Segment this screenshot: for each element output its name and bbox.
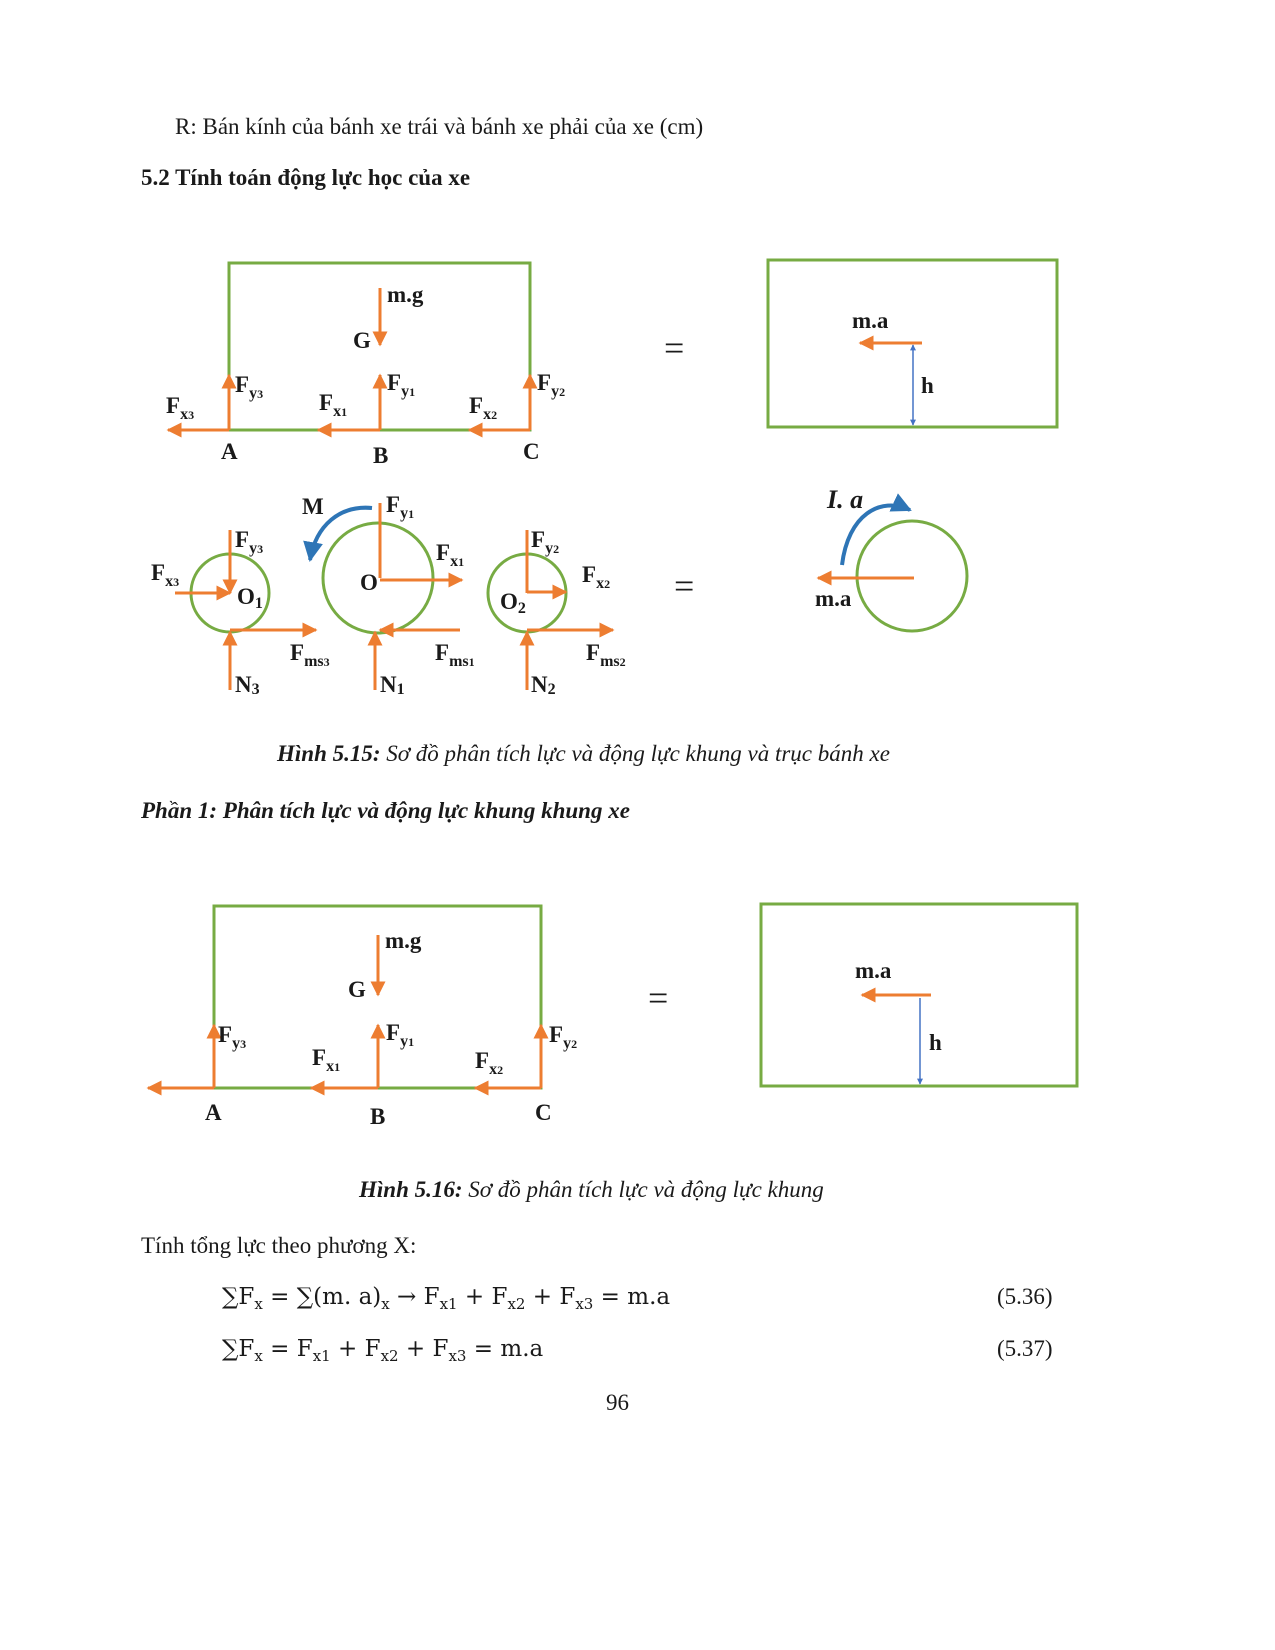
label-fy1: $F_y1$ bbox=[387, 370, 416, 400]
label-fx2: $F_x2$ bbox=[469, 393, 498, 423]
label-h: h bbox=[921, 373, 934, 398]
label-fy1-wheel: $F_y1$ bbox=[386, 492, 415, 522]
label-fms3: $F_{ms}3$ bbox=[290, 640, 330, 670]
label-n3: N3 bbox=[235, 672, 260, 698]
label-fy2: $F_y2$ bbox=[537, 370, 566, 400]
equals-sign-2: = bbox=[674, 566, 695, 606]
label-fy1-2: $F_y1$ bbox=[386, 1020, 415, 1050]
label-fy3: $F_y3$ bbox=[235, 372, 264, 402]
label-fx3: $F_x3$ bbox=[166, 393, 195, 423]
label-fms1: $F_{ms}1$ bbox=[435, 640, 475, 670]
equation-5-36: $\sum F_x = \sum(m$. $a)_x \to F_{x1} + F_{x2} + F_{x3} = m.a$ bbox=[222, 1284, 671, 1313]
equation-5-37: $\sum F_x = F_{x1} + F_{x2} + F_{x3} = m.a$ bbox=[222, 1336, 544, 1365]
label-A-2: A bbox=[205, 1100, 222, 1125]
equation-number-5-36: (5.36) bbox=[997, 1284, 1053, 1309]
label-fy3-wheel: $F_y3$ bbox=[235, 527, 264, 557]
label-n1: N1 bbox=[380, 672, 405, 698]
label-B: B bbox=[373, 443, 389, 468]
label-C-2: C bbox=[535, 1100, 552, 1125]
label-Ia: I. a bbox=[827, 485, 864, 514]
label-B-2: B bbox=[370, 1104, 386, 1129]
label-fy2-2: $F_y2$ bbox=[549, 1022, 578, 1052]
label-G: G bbox=[353, 328, 371, 353]
label-ma-2: m.a bbox=[855, 958, 892, 983]
label-fy2-wheel: $F_y2$ bbox=[531, 527, 560, 557]
label-G-2: G bbox=[348, 977, 366, 1002]
label-fx1: $F_x1$ bbox=[319, 390, 348, 420]
equals-sign-1: = bbox=[664, 328, 685, 368]
label-O2: O2 bbox=[500, 589, 526, 617]
figure-5-15-caption: Hình 5.15: Sơ đồ phân tích lực và động lực khung và trục bánh xe bbox=[277, 741, 890, 766]
label-ma-wheel: m.a bbox=[815, 586, 852, 611]
section-heading: 5.2 Tính toán động lực học của xe bbox=[141, 165, 471, 190]
label-fx2-wheel: $F_x2$ bbox=[582, 562, 611, 592]
sum-intro: Tính tổng lực theo phương X: bbox=[141, 1233, 417, 1258]
label-fms2: $F_{ms}2$ bbox=[586, 640, 626, 670]
label-fx1-2: $F_x1$ bbox=[312, 1045, 341, 1075]
equation-number-5-37: (5.37) bbox=[997, 1336, 1053, 1361]
label-mg: m.g bbox=[387, 282, 424, 307]
label-C: C bbox=[523, 439, 540, 464]
part1-heading: Phần 1: Phân tích lực và động lực khung khung xe bbox=[141, 798, 630, 823]
label-M: M bbox=[302, 494, 324, 519]
page-number: 96 bbox=[606, 1390, 629, 1415]
label-A: A bbox=[221, 439, 238, 464]
label-fx3-wheel: $F_x3$ bbox=[151, 560, 180, 590]
label-fx2-2: $F_x2$ bbox=[475, 1048, 504, 1078]
equals-sign-3: = bbox=[648, 978, 669, 1018]
label-ma: m.a bbox=[852, 308, 889, 333]
label-mg-2: m.g bbox=[385, 928, 422, 953]
label-n2: N2 bbox=[531, 672, 556, 698]
label-O1: O1 bbox=[237, 584, 263, 612]
label-O: O bbox=[360, 570, 378, 595]
label-h-2: h bbox=[929, 1030, 942, 1055]
label-fx1-wheel: $F_x1$ bbox=[436, 540, 465, 570]
label-fy3-2: $F_y3$ bbox=[218, 1022, 247, 1052]
figure-5-16-caption: Hình 5.16: Sơ đồ phân tích lực và động lực khung bbox=[359, 1177, 824, 1202]
intro-line: R: Bán kính của bánh xe trái và bánh xe phải của xe (cm) bbox=[175, 114, 704, 139]
